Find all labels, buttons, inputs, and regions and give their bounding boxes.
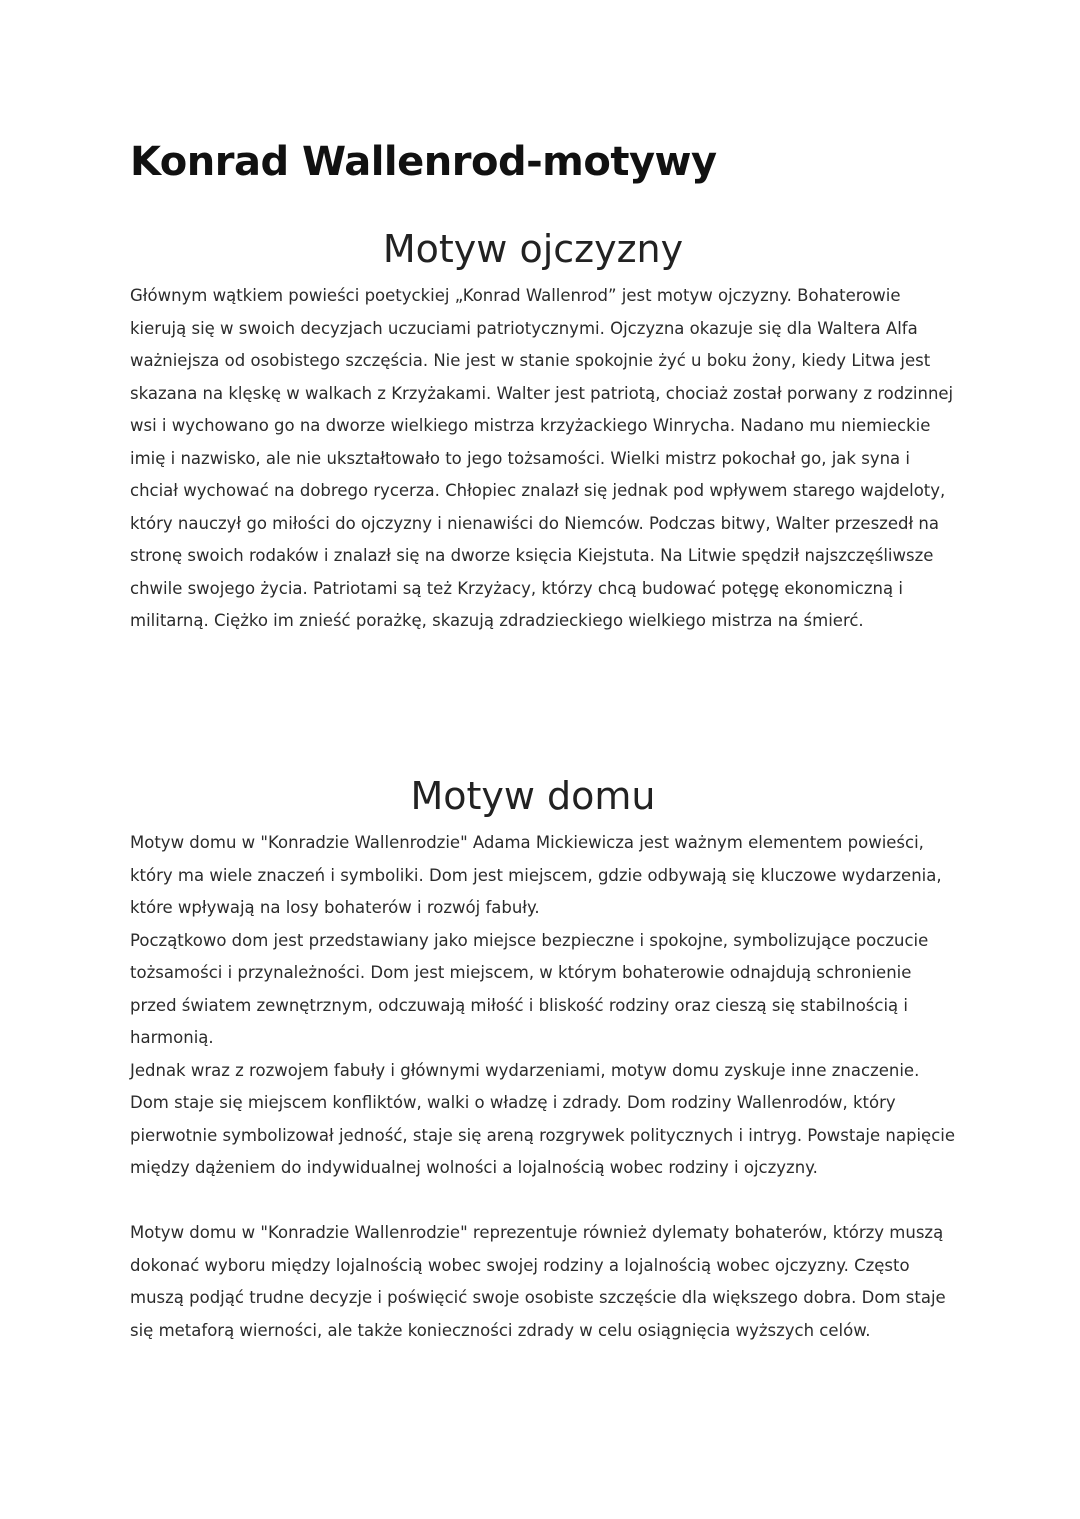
paragraph: Głównym wątkiem powieści poetyckiej „Konrad Wallenrod” jest motyw ojczyzny. Bohaterowie kierują się w swoich decyzjach uczuciami patriotycznymi. Ojczyzna okazuje się dla Waltera Alfa ważniejsza od osobistego szczęścia. Nie jest w stanie spokojnie żyć u boku żony, kiedy Litwa jest skazana na klęskę w walkach z Krzyżakami. Walter jest patriotą, chociaż został porwany z rodzinnej wsi i wychowano go na dworze wielkiego mistrza krzyżackiego Winrycha. Nadano mu niemieckie imię i nazwisko, ale nie ukształtowało to jego tożsamości. Wielki mistrz pokochał go, jak syna i chciał wychować na dobrego rycerza. Chłopiec znalazł się jednak pod wpływem starego wajdeloty, który nauczył go miłości do ojczyzny i nienawiści do Niemców. Podczas bitwy, Walter przeszedł na stronę swoich rodaków i znalazł się na dworze księcia Kiejstuta. Na Litwie spędził najszczęśliwsze chwile swojego życia. Patriotami są też Krzyżacy, którzy chcą budować potęgę ekonomiczną i militarną. Ciężko im znieść porażkę, skazują zdradzieckiego wielkiego mistrza na śmierć. — [130, 286, 954, 630]
section-heading-domu: Motyw domu — [410, 774, 656, 818]
paragraph: Motyw domu w "Konradzie Wallenrodzie" reprezentuje również dylematy bohaterów, którzy muszą dokonać wyboru między lojalnością wobec swojej rodziny a lojalnością wobec ojczyzny. Często muszą podjąć trudne decyzje i poświęcić swoje osobiste szczęście dla większego dobra. Dom staje się metaforą wierności, ale także konieczności zdrady w celu osiągnięcia wyższych celów. — [130, 1223, 946, 1340]
section-body-ojczyzny — [130, 280, 956, 638]
paragraph: Początkowo dom jest przedstawiany jako miejsce bezpieczne i spokojne, symbolizujące poczucie tożsamości i przynależności. Dom jest miejscem, w którym bohaterowie odnajdują schronienie przed światem zewnętrznym, odczuwają miłość i bliskość rodziny oraz cieszą się stabilnością i harmonią. — [130, 930, 929, 1047]
section-heading-ojczyzny: Motyw ojczyzny — [382, 227, 684, 271]
paragraph: Jednak wraz z rozwojem fabuły i głównymi wydarzeniami, motyw domu zyskuje inne znaczenie. Dom staje się miejscem konfliktów, walki o władzę i zdrady. Dom rodziny Wallenrodów, który pierwotnie symbolizował jedność, staje się areną rozgrywek politycznych i intryg. Powstaje napięcie między dążeniem do indywidualnej wolności a lojalnością wobec rodziny i ojczyzny. — [130, 1060, 955, 1177]
section-body-domu — [130, 827, 956, 1347]
paragraph-spacer — [130, 1185, 956, 1218]
paragraph: Motyw domu w "Konradzie Wallenrodzie" Adama Mickiewicza jest ważnym elementem powieści, który ma wiele znaczeń i symboliki. Dom jest miejscem, gdzie odbywają się kluczowe wydarzenia, które wpływają na losy bohaterów i rozwój fabuły. — [130, 833, 942, 917]
document-title: Konrad Wallenrod-motywy — [130, 139, 717, 185]
